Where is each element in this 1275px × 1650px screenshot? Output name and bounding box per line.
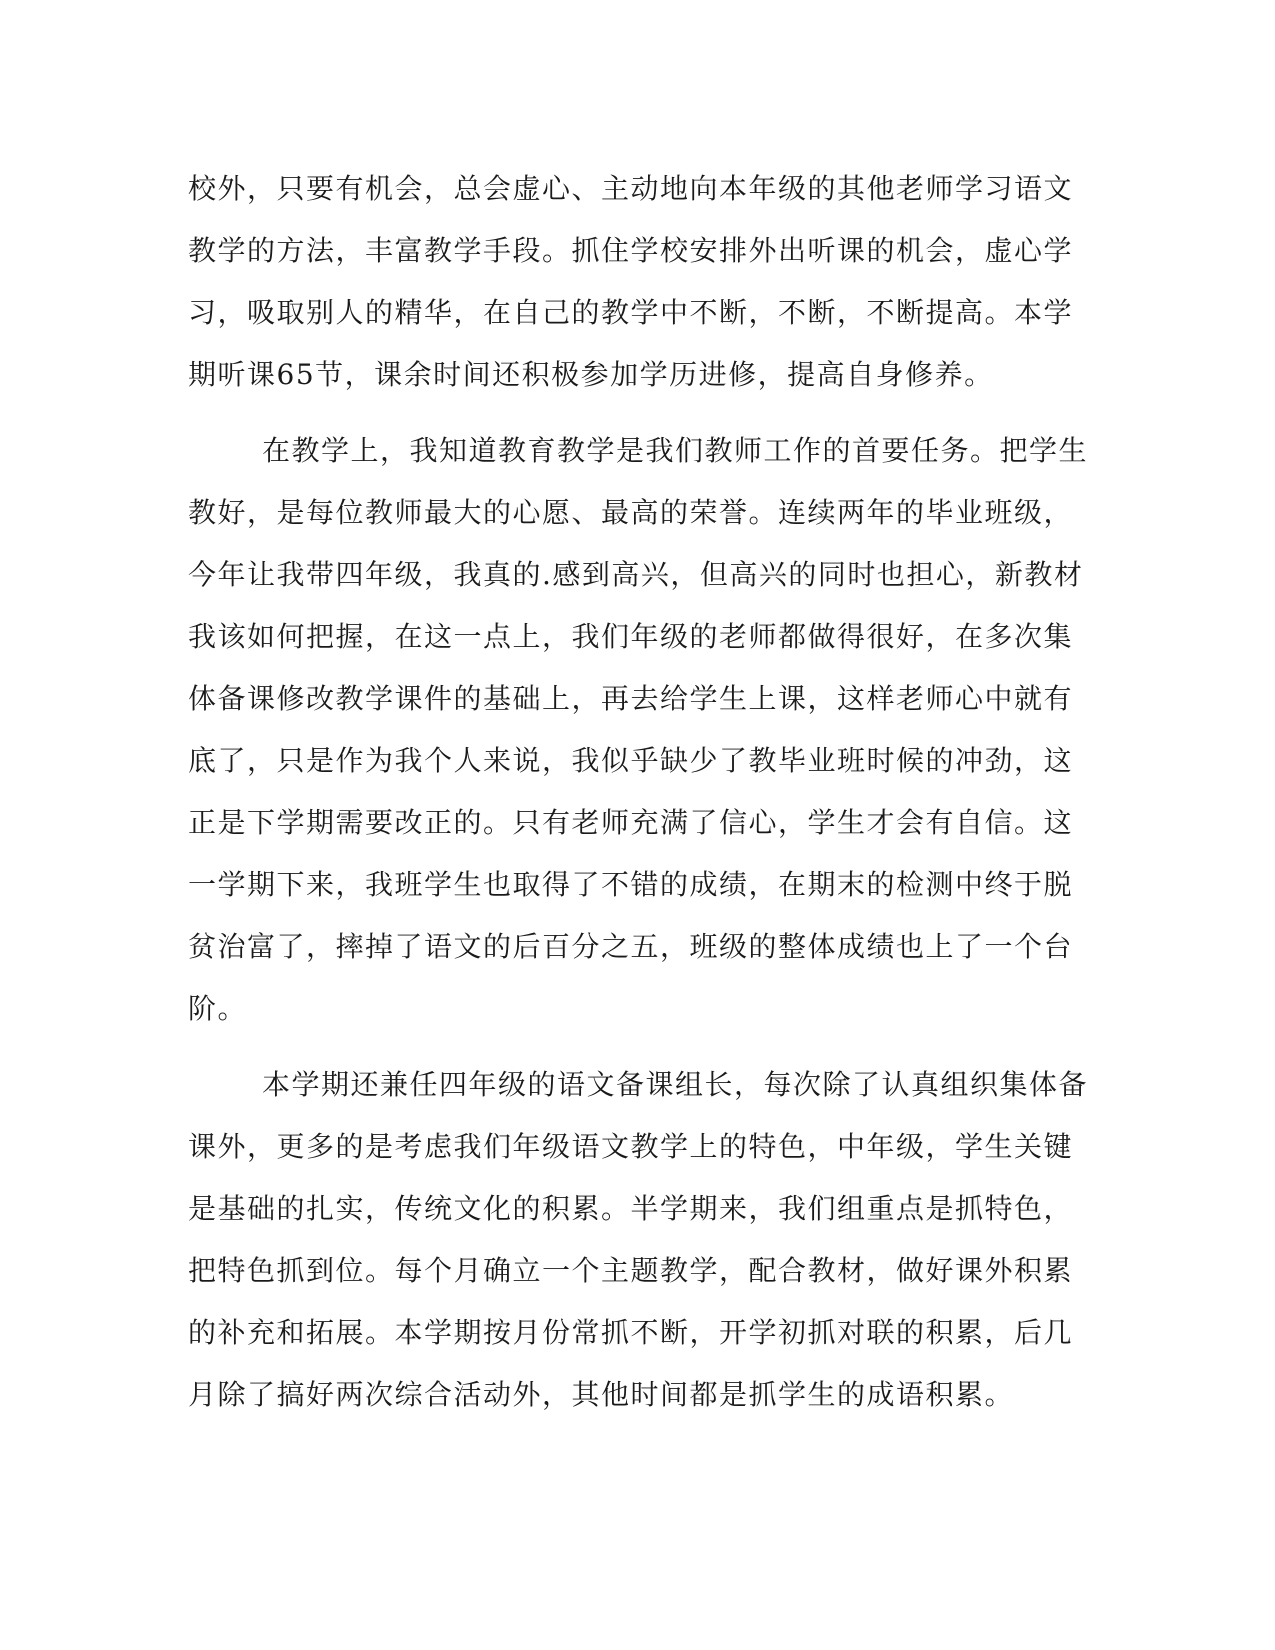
text-line: 体备课修改教学课件的基础上，再去给学生上课，这样老师心中就有 bbox=[188, 682, 1074, 715]
text-line: 课外，更多的是考虑我们年级语文教学上的特色，中年级，学生关键 bbox=[188, 1130, 1074, 1163]
text-line: 月除了搞好两次综合活动外，其他时间都是抓学生的成语积累。 bbox=[188, 1378, 1015, 1411]
paragraph-spacing bbox=[188, 1040, 1088, 1054]
text-line: 期听课65节，课余时间还积极参加学历进修，提高自身修养。 bbox=[188, 358, 994, 391]
text-line: 是基础的扎实，传统文化的积累。半学期来，我们组重点是抓特色， bbox=[188, 1192, 1074, 1225]
paragraph-1 bbox=[188, 158, 1088, 406]
text-line: 贫治富了，摔掉了语文的后百分之五，班级的整体成绩也上了一个台 bbox=[188, 930, 1074, 963]
text-line: 把特色抓到位。每个月确立一个主题教学，配合教材，做好课外积累 bbox=[188, 1254, 1074, 1287]
text-line: 习，吸取别人的精华，在自己的教学中不断，不断，不断提高。本学 bbox=[188, 296, 1074, 329]
text-line: 教好，是每位教师最大的心愿、最高的荣誉。连续两年的毕业班级， bbox=[188, 496, 1074, 529]
text-line: 在教学上，我知道教育教学是我们教师工作的首要任务。把学生 bbox=[262, 434, 1089, 467]
text-line: 今年让我带四年级，我真的.感到高兴，但高兴的同时也担心，新教材 bbox=[188, 558, 1084, 591]
paragraph-3 bbox=[188, 1054, 1088, 1426]
text-line: 的补充和拓展。本学期按月份常抓不断，开学初抓对联的积累，后几 bbox=[188, 1316, 1074, 1349]
text-line: 正是下学期需要改正的。只有老师充满了信心，学生才会有自信。这 bbox=[188, 806, 1074, 839]
text-line: 教学的方法，丰富教学手段。抓住学校安排外出听课的机会，虚心学 bbox=[188, 234, 1074, 267]
text-line: 阶。 bbox=[188, 992, 248, 1025]
text-line: 一学期下来，我班学生也取得了不错的成绩，在期末的检测中终于脱 bbox=[188, 868, 1074, 901]
text-line: 底了，只是作为我个人来说，我似乎缺少了教毕业班时候的冲劲，这 bbox=[188, 744, 1074, 777]
document-body bbox=[188, 158, 1088, 1426]
text-line: 校外，只要有机会，总会虚心、主动地向本年级的其他老师学习语文 bbox=[188, 172, 1074, 205]
paragraph-spacing bbox=[188, 406, 1088, 420]
text-line: 我该如何把握，在这一点上，我们年级的老师都做得很好，在多次集 bbox=[188, 620, 1074, 653]
text-line: 本学期还兼任四年级的语文备课组长，每次除了认真组织集体备 bbox=[262, 1068, 1089, 1101]
paragraph-2 bbox=[188, 420, 1088, 1040]
